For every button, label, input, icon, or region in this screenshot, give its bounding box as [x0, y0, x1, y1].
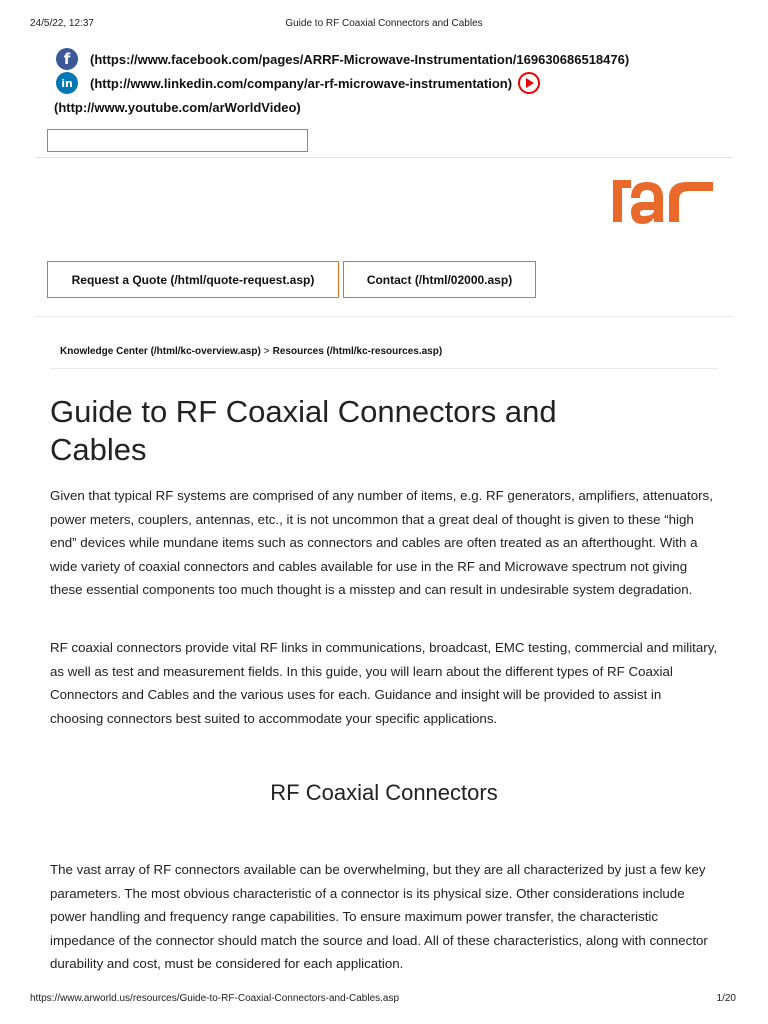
breadcrumb-separator: >: [263, 346, 270, 357]
linkedin-row: [56, 71, 746, 95]
print-page-number: 1/20: [716, 993, 736, 1004]
divider: [36, 316, 732, 317]
youtube-row: [54, 95, 746, 119]
youtube-icon[interactable]: [518, 72, 540, 94]
print-url: https://www.arworld.us/resources/Guide-to-RF-Coaxial-Connectors-and-Cables.asp: [30, 993, 400, 1004]
linkedin-icon[interactable]: in: [56, 72, 78, 94]
section-heading: RF Coaxial Connectors: [270, 780, 498, 805]
breadcrumb-resources[interactable]: Resources (/html/kc-resources.asp): [272, 346, 443, 357]
page-title: Guide to RF Coaxial Connectors and Cables: [50, 394, 557, 467]
search-input[interactable]: [47, 129, 308, 152]
facebook-icon[interactable]: f: [56, 48, 78, 70]
breadcrumb-knowledge-center[interactable]: Knowledge Center (/html/kc-overview.asp): [60, 346, 261, 357]
divider: [50, 368, 718, 369]
contact-button[interactable]: Contact (/html/02000.asp): [343, 261, 536, 298]
section-paragraph: The vast array of RF connectors available can be overwhelming, but they are all characterized by just a few key parameters. The most obvious characteristic of a connector is its physical size. Other considerations include power handling and frequency range capabilities. To ensure maximum power transfer, the characteristic impedance of the connector should match the source and load. All of these characteristics, along with connector durability and cost, must be considered for each application.: [50, 862, 708, 971]
facebook-row: [56, 47, 746, 71]
print-doc-title: Guide to RF Coaxial Connectors and Cables: [285, 18, 483, 29]
print-datetime: 24/5/22, 12:37: [30, 18, 94, 29]
intro-paragraph-1: Given that typical RF systems are comprised of any number of items, e.g. RF generators, amplifiers, attenuators, power meters, couplers, antennas, etc., it is not uncommon that a great deal of thought is given to these “high end” devices while mundane items such as connectors and cables are often treated as an afterthought. With a wide variety of coaxial connectors and cables available for use in the RF and Microwave spectrum not giving these essential components too much thought is a misstep and can result in undesirable system degradation.: [50, 488, 713, 597]
youtube-link[interactable]: (http://www.youtube.com/arWorldVideo): [54, 99, 301, 115]
social-links: [56, 47, 746, 119]
intro-paragraph-2: RF coaxial connectors provide vital RF links in communications, broadcast, EMC testing, commercial and military, as well as test and measurement fields. In this guide, you will learn about the different types of RF Coaxial Connectors and Cables and the various uses for each. Guidance and insight will be provided to assist in choosing connectors best suited to accommodate your specific applications.: [50, 640, 718, 726]
ar-logo[interactable]: [613, 178, 717, 224]
linkedin-link[interactable]: (http://www.linkedin.com/company/ar-rf-microwave-instrumentation): [90, 75, 513, 91]
breadcrumb: [60, 346, 442, 357]
request-quote-button[interactable]: Request a Quote (/html/quote-request.asp): [47, 261, 339, 298]
print-header: [0, 0, 768, 40]
facebook-link[interactable]: (https://www.facebook.com/pages/ARRF-Microwave-Instrumentation/169630686518476): [90, 51, 630, 67]
divider: [36, 157, 732, 158]
